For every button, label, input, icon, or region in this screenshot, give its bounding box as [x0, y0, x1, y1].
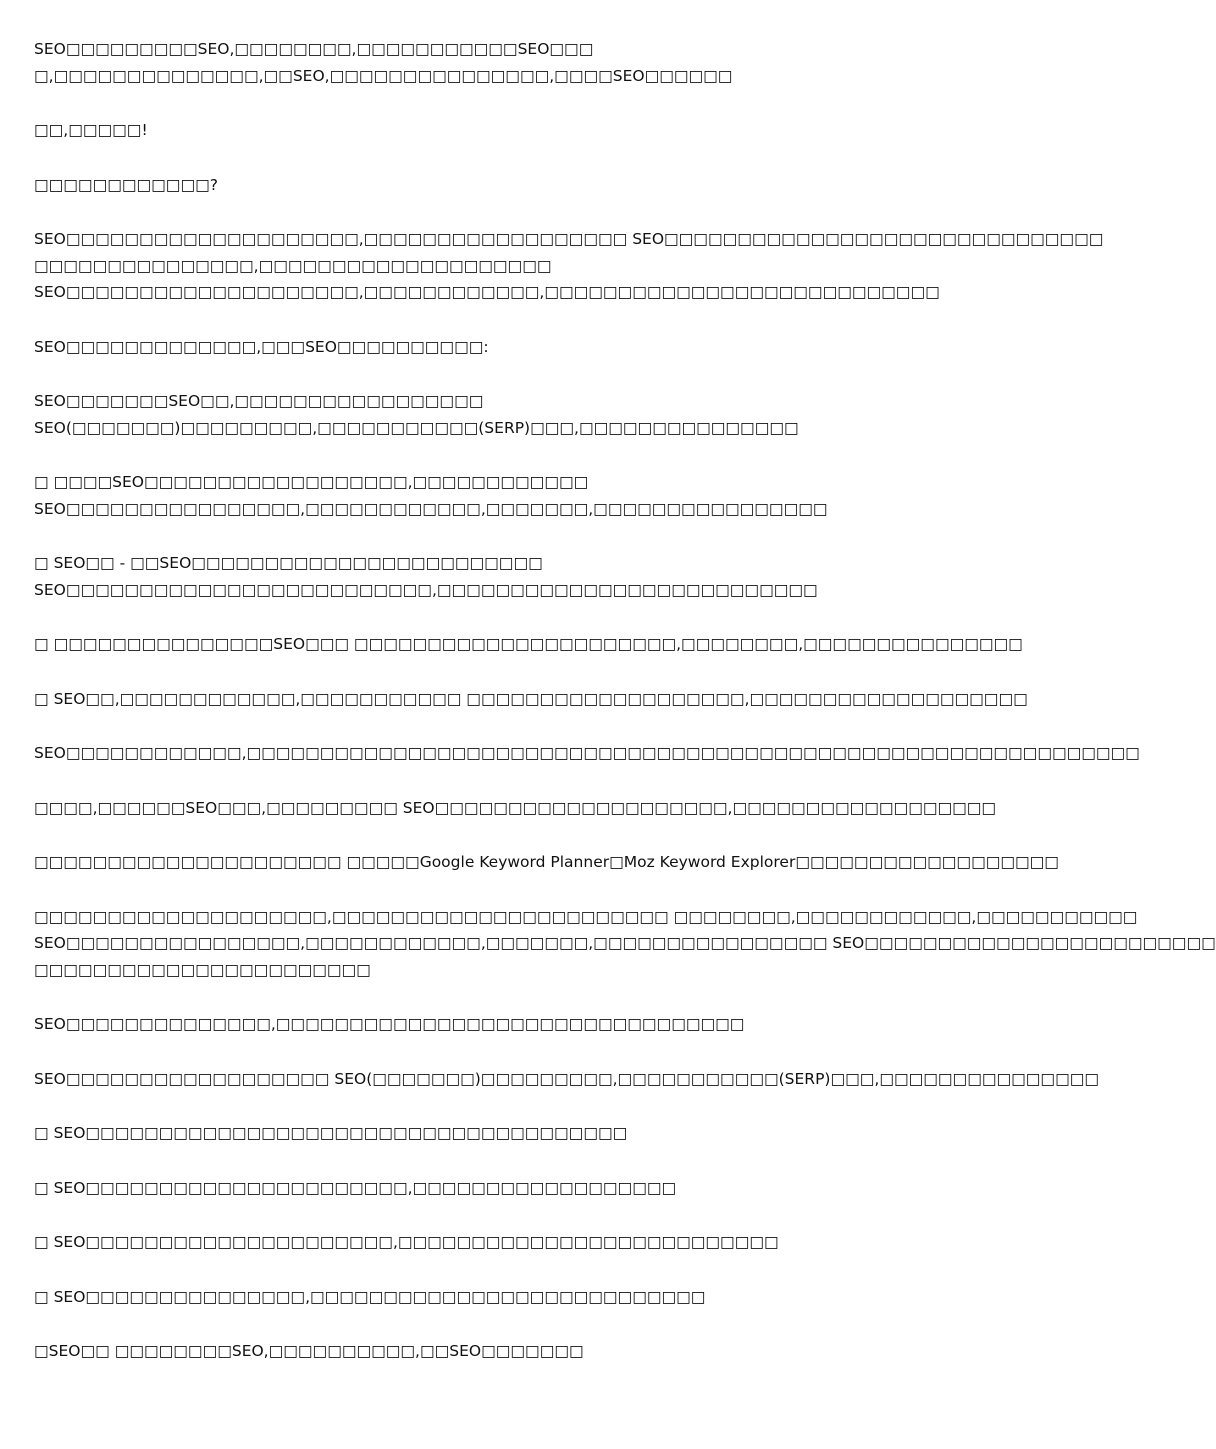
- paragraph: [34, 795, 997, 822]
- paragraph: [34, 334, 964, 361]
- document-body: [34, 36, 1216, 1393]
- paragraph: [34, 631, 1023, 658]
- paragraph: [34, 849, 1059, 876]
- text-line: □ □□□□SEO□□□□□□□□□□□□□□□□□□,□□□□□□□□□□□□: [34, 473, 589, 491]
- paragraph: [34, 1011, 964, 1038]
- paragraph: [34, 550, 964, 603]
- paragraph: [34, 1120, 964, 1147]
- text-line: SEO□□□□□□□□□□□□□□□□□□□□,□□□□□□□□□□□□,□□□□□□□□□□□□□□□□□□□□□□□□□□□: [34, 283, 940, 301]
- paragraph: [34, 226, 1104, 306]
- text-line: □□□□,□□□□□□SEO□□□,□□□□□□□□□ SEO□□□□□□□□□□□□□□□□□□□□,□□□□□□□□□□□□□□□□□□: [34, 798, 997, 817]
- text-line: SEO□□□□□□□□□□□□□,□□□SEO□□□□□□□□□□:: [34, 337, 489, 356]
- text-line: □□□□□□□□□□□□?: [34, 175, 218, 194]
- paragraph: [34, 388, 964, 441]
- paragraph: [34, 1066, 1100, 1093]
- paragraph: [34, 469, 964, 522]
- text-line: □ SEO□□□□□□□□□□□□□□□□□□□□□□,□□□□□□□□□□□□□□□□□□: [34, 1178, 677, 1197]
- text-line: □ SEO□□,□□□□□□□□□□□□,□□□□□□□□□□□ □□□□□□□□□□□□□□□□□□□,□□□□□□□□□□□□□□□□□□□: [34, 689, 1028, 708]
- text-line: □SEO□□ □□□□□□□□SEO,□□□□□□□□□□,□□SEO□□□□□□□: [34, 1342, 584, 1360]
- text-line: SEO(□□□□□□□)□□□□□□□□□,□□□□□□□□□□□(SERP)□□□,□□□□□□□□□□□□□□□: [34, 418, 799, 437]
- text-line: □ SEO□□ - □□SEO□□□□□□□□□□□□□□□□□□□□□□□□: [34, 554, 543, 572]
- text-line: SEO□□□□□□□□□□□□□□□□,□□□□□□□□□□□□,□□□□□□□,□□□□□□□□□□□□□□□□: [34, 499, 828, 518]
- text-line: □□,□□□□□!: [34, 121, 148, 139]
- paragraph: [34, 172, 964, 199]
- text-line: □,□□□□□□□□□□□□□□,□□SEO,□□□□□□□□□□□□□□□,□□□□SEO□□□□□□: [34, 66, 733, 85]
- paragraph: [34, 1338, 964, 1365]
- text-line: SEO□□□□□□□□□□□□□□□□□□□□,□□□□□□□□□□□□□□□□□□ SEO□□□□□□□□□□□□□□□□□□□□□□□□□□□□□□: [34, 230, 1104, 248]
- text-line: □□□□□□□□□□□□□□□,□□□□□□□□□□□□□□□□□□□□: [34, 256, 552, 275]
- text-line: SEO□□□□□□□□□SEO,□□□□□□□□,□□□□□□□□□□□SEO□□□: [34, 40, 594, 58]
- paragraph: [34, 117, 964, 144]
- text-line: SEO□□□□□□□SEO□□,□□□□□□□□□□□□□□□□□: [34, 392, 484, 410]
- text-line: SEO□□□□□□□□□□□□□□□□□□ SEO(□□□□□□□)□□□□□□□□□,□□□□□□□□□□□(SERP)□□□,□□□□□□□□□□□□□□□: [34, 1069, 1100, 1088]
- text-line: □ SEO□□□□□□□□□□□□□□□□□□□□□□□□□□□□□□□□□□□□□: [34, 1124, 628, 1142]
- paragraph: [34, 740, 1140, 767]
- text-line: □□□□□□□□□□□□□□□□□□□□□□□: [34, 960, 371, 979]
- text-line: SEO□□□□□□□□□□□□□□,□□□□□□□□□□□□□□□□□□□□□□□□□□□□□□□□: [34, 1015, 745, 1033]
- paragraph: [34, 686, 1028, 713]
- text-line: SEO□□□□□□□□□□□□,□□□□□□□□□□□□□□□□□□□□□□□□□□□□□□□□□□□□□□□□□□□□□□□□□□□□□□□□□□□□□: [34, 744, 1140, 762]
- paragraph: [34, 1284, 964, 1311]
- paragraph: [34, 1229, 964, 1256]
- text-line: SEO□□□□□□□□□□□□□□□□□□□□□□□□□,□□□□□□□□□□□□□□□□□□□□□□□□□□: [34, 580, 818, 599]
- text-line: □ SEO□□□□□□□□□□□□□□□,□□□□□□□□□□□□□□□□□□□□□□□□□□□: [34, 1287, 706, 1306]
- text-line: □ SEO□□□□□□□□□□□□□□□□□□□□□,□□□□□□□□□□□□□□□□□□□□□□□□□□: [34, 1233, 779, 1251]
- text-line: SEO□□□□□□□□□□□□□□□□,□□□□□□□□□□□□,□□□□□□□,□□□□□□□□□□□□□□□□ SEO□□□□□□□□□□□□□□□□□□□□□□□□: [34, 934, 1216, 952]
- text-line: □□□□□□□□□□□□□□□□□□□□□ □□□□□Google Keyword Planner□Moz Keyword Explorer□□□□□□□□□□□□□□□□□□: [34, 853, 1059, 871]
- text-line: □ □□□□□□□□□□□□□□□SEO□□□ □□□□□□□□□□□□□□□□□□□□□□,□□□□□□□□,□□□□□□□□□□□□□□□: [34, 635, 1023, 653]
- paragraph: [34, 36, 964, 89]
- paragraph: [34, 904, 1216, 984]
- paragraph: [34, 1175, 964, 1202]
- text-line: □□□□□□□□□□□□□□□□□□□□,□□□□□□□□□□□□□□□□□□□□□□□ □□□□□□□□,□□□□□□□□□□□□,□□□□□□□□□□□: [34, 907, 1138, 926]
